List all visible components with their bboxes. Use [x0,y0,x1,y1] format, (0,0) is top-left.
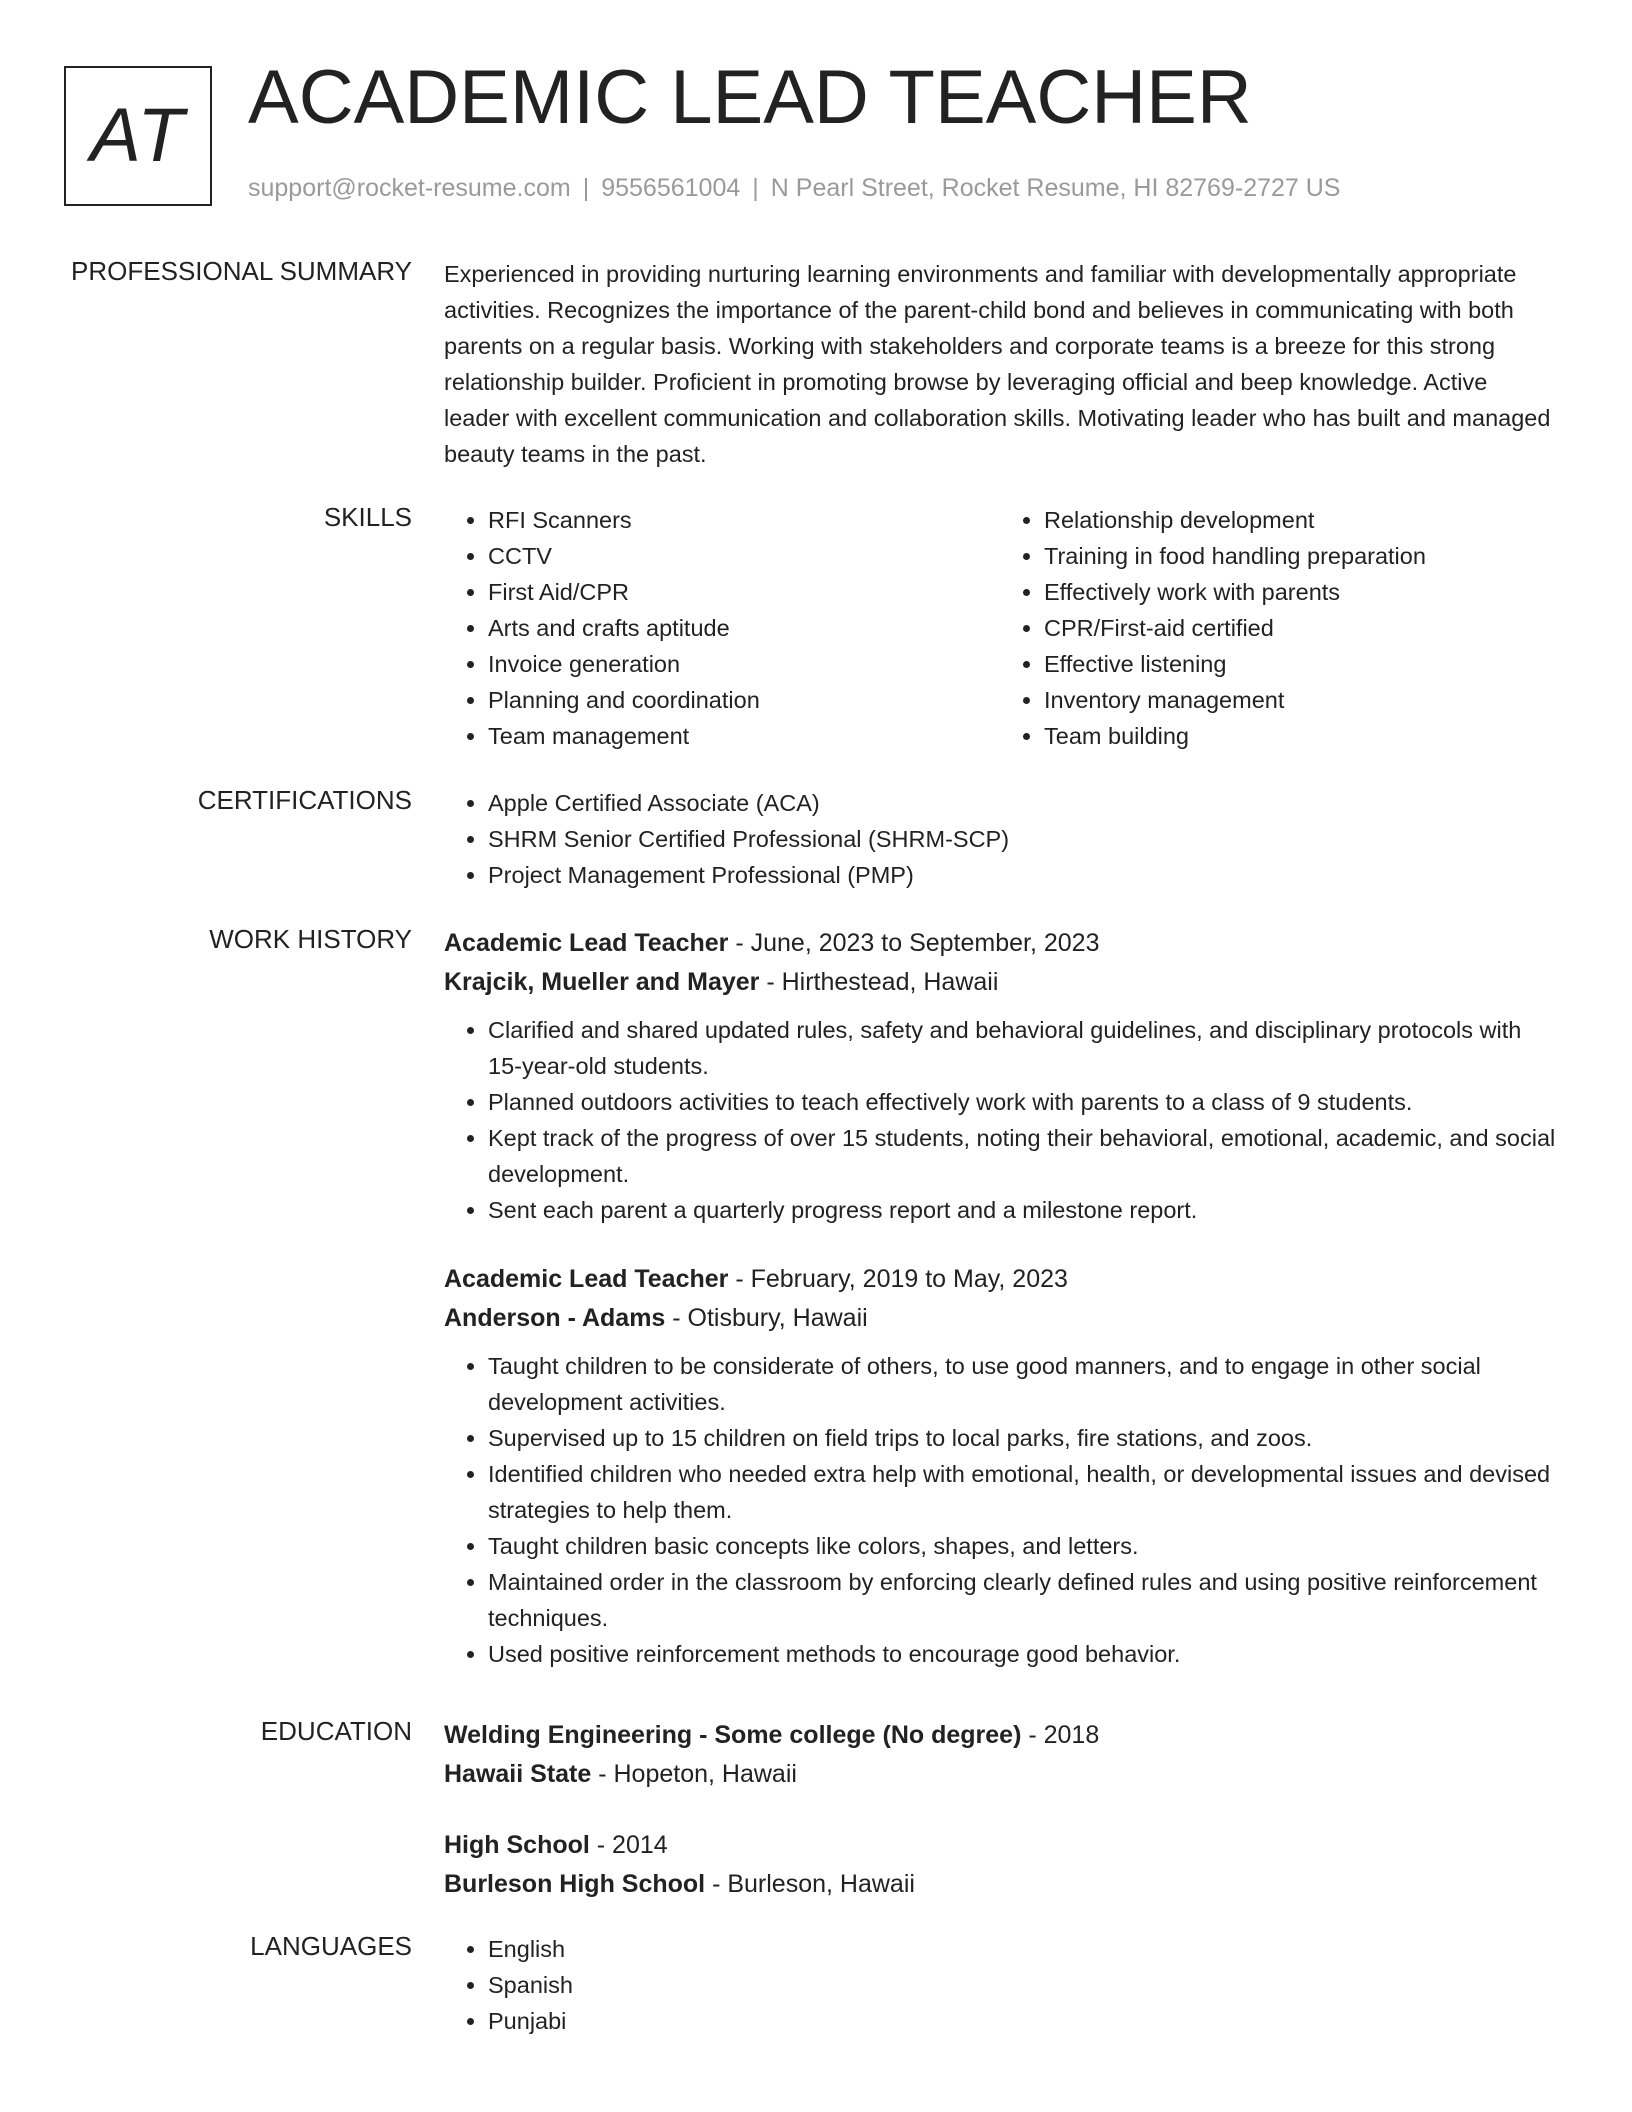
languages-list [444,1931,1556,2039]
job-bullet: • Planned outdoors activities to teach effectively work with parents to a class of 9 students. [488,1084,1556,1120]
contact-separator: | [752,174,759,202]
education-school: Burleson High School [444,1870,706,1898]
section-title-certifications: CERTIFICATIONS [197,785,412,815]
section-title-skills: SKILLS [323,502,412,532]
education-school: Hawaii State [444,1760,592,1788]
job-bullet: • Maintained order in the classroom by enforcing clearly defined rules and using positive reinforcement techniques. [488,1564,1556,1636]
job-bullet: • Sent each parent a quarterly progress report and a milestone report. [488,1192,1556,1228]
education-degree: High School [444,1831,590,1859]
certification-item: • Apple Certified Associate (ACA) [488,785,1556,821]
section-title-languages: LANGUAGES [250,1931,412,1961]
job-company: Krajcik, Mueller and Mayer [444,968,760,996]
section-title-education: EDUCATION [260,1716,412,1746]
education-school-line [444,1865,1556,1904]
education-body [444,1716,1556,1904]
contact-email[interactable]: support@rocket-resume.com [248,174,571,202]
skills-list-right [1000,502,1556,754]
education-degree: Welding Engineering - Some college (No degree) [444,1721,1022,1749]
certifications-body [444,785,1556,893]
education-degree-line [444,1826,1556,1865]
education-location: - Hopeton, Hawaii [591,1760,797,1788]
candidate-title: ACADEMIC LEAD TEACHER [248,55,1252,140]
skill-item: • Inventory management [1044,682,1556,718]
skill-item: • CCTV [488,538,1000,574]
job-bullets [444,1348,1556,1672]
education-entry [444,1826,1556,1904]
skill-item: • First Aid/CPR [488,574,1000,610]
job-company: Anderson - Adams [444,1304,666,1332]
education-year: - 2018 [1021,1721,1100,1749]
contact-separator: | [582,174,590,202]
job-company-line [444,963,1556,1002]
job-bullet: • Used positive reinforcement methods to encourage good behavior. [488,1636,1556,1672]
job-dates: - February, 2019 to May, 2023 [728,1265,1068,1293]
skill-item: • CPR/First-aid certified [1044,610,1556,646]
job-role: Academic Lead Teacher [444,929,729,957]
contact-line [248,174,1340,203]
education-entry [444,1716,1556,1794]
job-entry [444,924,1556,1228]
language-item: • English [488,1931,1556,1967]
languages-body [444,1931,1556,2039]
summary-text: Experienced in providing nurturing learning environments and familiar with developmentally appropriate activities. Recognizes the importance of the parent-child bond and believes in communicating with both parents on a regular basis. Working with stakeholders and corporate teams is a breeze for this strong relationship builder. Proficient in promoting browse by leveraging official and beep knowledge. Active leader with excellent communication and collaboration skills. Motivating leader who has built and managed beauty teams in the past. [444,261,1551,467]
section-title-work-history: WORK HISTORY [209,924,412,954]
contact-phone[interactable]: 9556561004 [601,174,741,202]
work-history-body [444,924,1556,1672]
skills-list-left [444,502,1000,754]
job-bullet: • Taught children basic concepts like colors, shapes, and letters. [488,1528,1556,1564]
job-entry [444,1260,1556,1672]
education-location: - Burleson, Hawaii [705,1870,915,1898]
education-year: - 2014 [589,1831,668,1859]
section-title-summary: PROFESSIONAL SUMMARY [71,256,412,286]
job-location: - Otisbury, Hawaii [665,1304,868,1332]
skill-item: • Team building [1044,718,1556,754]
skill-item: • Team management [488,718,1000,754]
skill-item: • RFI Scanners [488,502,1000,538]
job-dates: - June, 2023 to September, 2023 [728,929,1100,957]
skill-item: • Effective listening [1044,646,1556,682]
skill-item: • Invoice generation [488,646,1000,682]
skill-item: • Planning and coordination [488,682,1000,718]
job-title-line [444,924,1556,963]
job-location: - Hirthestead, Hawaii [759,968,999,996]
job-bullet: • Kept track of the progress of over 15 students, noting their behavioral, emotional, academic, and social development. [488,1120,1556,1192]
monogram-box [64,66,212,206]
job-bullet: • Taught children to be considerate of others, to use good manners, and to engage in other social development activities. [488,1348,1556,1420]
job-bullet: • Clarified and shared updated rules, safety and behavioral guidelines, and disciplinary protocols with 15-year-old students. [488,1012,1556,1084]
job-bullet: • Identified children who needed extra help with emotional, health, or developmental issues and devised strategies to help them. [488,1456,1556,1528]
skill-item: • Training in food handling preparation [1044,538,1556,574]
job-title-line [444,1260,1556,1299]
job-bullets [444,1012,1556,1228]
skill-item: • Effectively work with parents [1044,574,1556,610]
summary-body [444,256,1556,472]
education-school-line [444,1755,1556,1794]
certification-item: • Project Management Professional (PMP) [488,857,1556,893]
certifications-list [444,785,1556,893]
skill-item: • Arts and crafts aptitude [488,610,1000,646]
job-company-line [444,1299,1556,1338]
contact-address: N Pearl Street, Rocket Resume, HI 82769-2727 US [770,174,1341,202]
job-role: Academic Lead Teacher [444,1265,729,1293]
language-item: • Punjabi [488,2003,1556,2039]
certification-item: • SHRM Senior Certified Professional (SHRM-SCP) [488,821,1556,857]
job-bullet: • Supervised up to 15 children on field trips to local parks, fire stations, and zoos. [488,1420,1556,1456]
skills-columns [444,502,1556,754]
language-item: • Spanish [488,1967,1556,2003]
monogram-initials: AT [90,93,186,178]
education-degree-line [444,1716,1556,1755]
skill-item: • Relationship development [1044,502,1556,538]
